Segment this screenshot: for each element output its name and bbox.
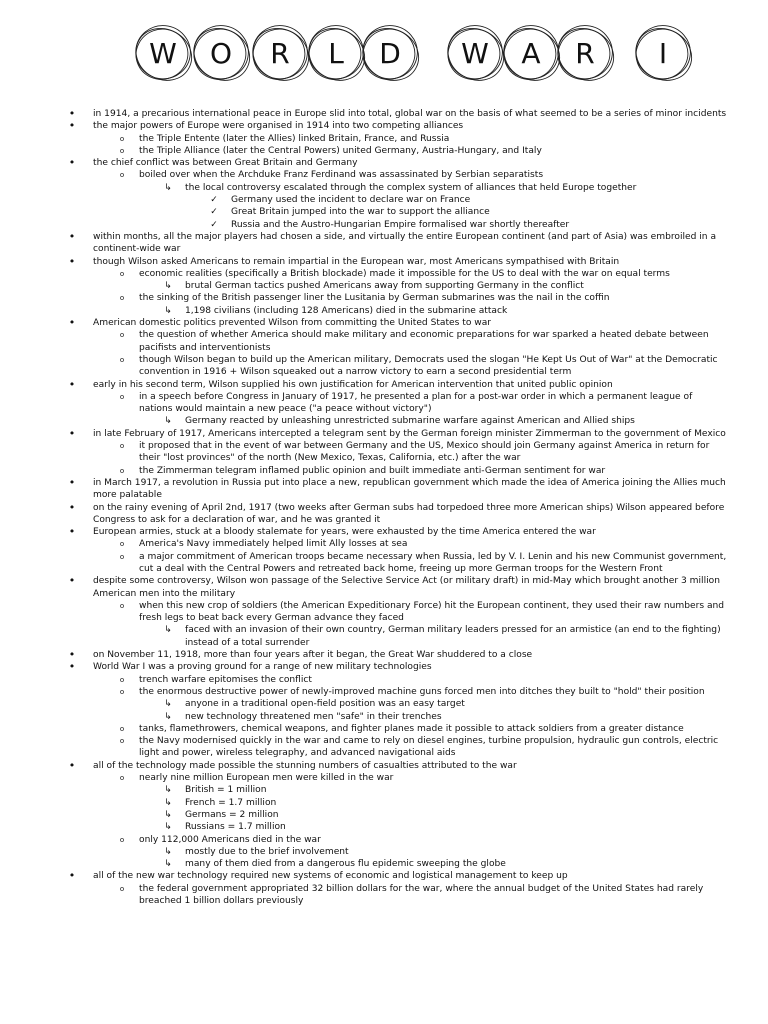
title-letter-circle (354, 20, 429, 86)
note-text: anyone in a traditional open-field position was an easy target (185, 699, 465, 710)
note-text: the local controversy escalated through the complex system of alliances that held Europe together (185, 182, 637, 193)
note-text: economic realities (specifically a British blockade) made it impossible for the US to deal with the war on equal terms (139, 268, 670, 279)
note-item-level-3 (68, 206, 728, 218)
bullet-icon: o (119, 601, 125, 610)
note-item-level-0 (68, 649, 728, 661)
note-text: French = 1.7 million (185, 797, 277, 808)
note-text: Great Britain jumped into the war to support the alliance (231, 207, 490, 218)
note-text: Germans = 2 million (185, 809, 279, 820)
title-letter-circle (627, 20, 702, 86)
note-text: brutal German tactics pushed Americans away from supporting Germany in the conflict (185, 281, 584, 292)
checkmark-icon: ✓ (210, 195, 218, 206)
notes-list (68, 108, 728, 907)
bullet-icon: • (68, 107, 76, 120)
bullet-icon: • (68, 475, 76, 489)
note-item-level-2 (68, 797, 728, 809)
title-letter-circle (127, 20, 202, 86)
title-letter: L (328, 37, 344, 70)
note-item-level-1 (68, 772, 728, 784)
note-text: Russia and the Austro-Hungarian Empire formalised war shortly thereafter (231, 219, 570, 230)
arrow-icon: ↳ (164, 846, 172, 857)
arrow-icon: ↳ (164, 822, 172, 833)
note-text: Germany used the incident to declare war on France (231, 195, 471, 206)
note-item-level-1 (68, 834, 728, 846)
bullet-icon: o (119, 134, 125, 143)
bullet-icon: o (119, 737, 125, 746)
note-text: though Wilson asked Americans to remain impartial in the European war, most Americans sympathised with Britain (93, 256, 620, 267)
arrow-icon: ↳ (164, 281, 172, 292)
bullet-icon: • (68, 869, 76, 883)
note-text: faced with an invasion of their own country, German military leaders pressed for an armistice (an end to the fighting) instead of a total surrender (185, 625, 721, 648)
note-text: Germany reacted by unleashing unrestricted submarine warfare against American and Allied ships (185, 416, 635, 427)
arrow-icon: ↳ (164, 305, 172, 316)
note-text: America's Navy immediately helped limit Ally losses at sea (139, 539, 408, 550)
bullet-icon: • (68, 574, 76, 588)
note-item-level-2 (68, 784, 728, 796)
note-item-level-1 (68, 292, 728, 304)
note-text: World War I was a proving ground for a range of new military technologies (93, 662, 432, 673)
title-letter-circle (439, 20, 514, 86)
note-text: mostly due to the brief involvement (185, 846, 349, 857)
title-letter: W (149, 37, 177, 70)
note-item-level-0 (68, 760, 728, 772)
bullet-icon: • (68, 525, 76, 539)
note-item-level-0 (68, 526, 728, 538)
note-item-level-0 (68, 120, 728, 132)
note-text: Russians = 1.7 million (185, 822, 286, 833)
title-letter: D (379, 37, 401, 70)
bullet-icon: • (68, 254, 76, 268)
bullet-icon: o (119, 146, 125, 155)
note-text: though Wilson began to build up the American military, Democrats used the slogan "He Kept Us Out of War" at the Democratic convention in 1916 + Wilson squeaked out a narrow victory to earn a second presidential term (139, 354, 718, 378)
note-item-level-1 (68, 268, 728, 280)
note-text: the major powers of Europe were organised in 1914 into two competing alliances (93, 121, 464, 132)
bullet-icon: • (68, 119, 76, 133)
note-item-level-1 (68, 391, 728, 416)
note-item-level-2 (68, 415, 728, 427)
title-letter: R (575, 37, 595, 70)
note-item-level-0 (68, 502, 728, 527)
bullet-icon: o (119, 835, 125, 844)
note-text: in a speech before Congress in January of 1917, he presented a plan for a post-war order in which a permanent league of nations would maintain a new peace ("a peace without victory") (139, 391, 693, 415)
arrow-icon: ↳ (164, 797, 172, 808)
note-item-level-2 (68, 280, 728, 292)
note-item-level-2 (68, 858, 728, 870)
arrow-icon: ↳ (164, 182, 172, 193)
bullet-icon: • (68, 648, 76, 662)
note-item-level-0 (68, 661, 728, 673)
title-letter: A (521, 37, 541, 70)
bullet-icon: o (119, 724, 125, 733)
note-item-level-0 (68, 256, 728, 268)
note-text: the Triple Alliance (later the Central Powers) united Germany, Austria-Hungary, and Italy (139, 145, 542, 156)
bullet-icon: • (68, 156, 76, 170)
note-text: trench warfare epitomises the conflict (139, 674, 312, 685)
bullet-icon: o (119, 442, 125, 451)
bullet-icon: • (68, 316, 76, 330)
note-text: in late February of 1917, Americans intercepted a telegram sent by the German foreign minister Zimmerman to the government of Mexico (93, 428, 726, 439)
note-text: many of them died from a dangerous flu epidemic sweeping the globe (185, 859, 506, 870)
note-item-level-1 (68, 551, 728, 576)
note-text: within months, all the major players had chosen a side, and virtually the entire European continent (and part of Asia) was embroiled in a continent-wide war (93, 231, 717, 255)
note-text: new technology threatened men "safe" in their trenches (185, 711, 442, 722)
title-letter: I (658, 37, 668, 70)
note-item-level-2 (68, 305, 728, 317)
note-text: British = 1 million (185, 785, 267, 796)
title-letter: R (270, 37, 290, 70)
title-letter: W (461, 37, 489, 70)
note-text: it proposed that in the event of war between Germany and the US, Mexico should join Germany against America in return for their "lost provinces" of the north (New Mexico, Texas, California, etc.) after the war (139, 441, 710, 464)
note-text: the Navy modernised quickly in the war and came to rely on diesel engines, turbine propulsion, hydraulic gun controls, electric light and power, wireless telegraphy, and advanced navigational aids (139, 736, 719, 759)
arrow-icon: ↳ (164, 625, 172, 636)
bullet-icon: • (68, 660, 76, 674)
note-item-level-1 (68, 674, 728, 686)
bullet-icon: o (119, 884, 125, 893)
note-item-level-0 (68, 428, 728, 440)
arrow-icon: ↳ (164, 416, 172, 427)
title-letter: O (209, 37, 233, 70)
note-item-level-2 (68, 182, 728, 194)
arrow-icon: ↳ (164, 711, 172, 722)
note-item-level-1 (68, 465, 728, 477)
arrow-icon: ↳ (164, 699, 172, 710)
title-letter-circle (549, 20, 624, 86)
note-text: all of the new war technology required new systems of economic and logistical management to keep up (93, 871, 568, 882)
note-text: on November 11, 1918, more than four years after it began, the Great War shuddered to a close (93, 650, 533, 661)
bullet-icon: • (68, 426, 76, 440)
note-item-level-3 (68, 194, 728, 206)
note-item-level-0 (68, 231, 728, 256)
note-item-level-2 (68, 846, 728, 858)
note-text: the enormous destructive power of newly-improved machine guns forced men into ditches they built to "hold" their position (139, 686, 705, 697)
title-letter-circle (185, 20, 260, 86)
title-letter-circle (244, 20, 319, 86)
note-text: despite some controversy, Wilson won passage of the Selective Service Act (or military draft) in mid-May which brought another 3 million American men into the military (93, 576, 720, 599)
note-item-level-1 (68, 169, 728, 181)
note-item-level-1 (68, 883, 728, 908)
bullet-icon: o (119, 355, 125, 364)
note-item-level-1 (68, 440, 728, 465)
arrow-icon: ↳ (164, 809, 172, 820)
bullet-icon: o (119, 294, 125, 303)
note-item-level-1 (68, 538, 728, 550)
note-item-level-1 (68, 686, 728, 698)
note-item-level-2 (68, 624, 728, 649)
bullet-icon: o (119, 269, 125, 278)
note-item-level-0 (68, 477, 728, 502)
arrow-icon: ↳ (164, 859, 172, 870)
note-text: when this new crop of soldiers (the American Expeditionary Force) hit the European continent, they used their raw numbers and fresh legs to beat back every German advance they faced (139, 600, 725, 624)
arrow-icon: ↳ (164, 785, 172, 796)
bullet-icon: o (119, 171, 125, 180)
note-text: the federal government appropriated 32 billion dollars for the war, where the annual budget of the United States had rarely breached 1 billion dollars previously (139, 883, 704, 906)
note-text: all of the technology made possible the stunning numbers of casualties attributed to the war (93, 760, 517, 771)
note-text: boiled over when the Archduke Franz Ferdinand was assassinated by Serbian separatists (139, 170, 544, 181)
note-item-level-0 (68, 317, 728, 329)
note-text: 1,198 civilians (including 128 Americans) died in the submarine attack (185, 305, 508, 316)
note-text: the sinking of the British passenger liner the Lusitania by German submarines was the nail in the coffin (139, 293, 610, 304)
note-item-level-0 (68, 870, 728, 882)
bullet-icon: o (119, 552, 125, 561)
bullet-icon: o (119, 466, 125, 475)
note-item-level-0 (68, 157, 728, 169)
note-item-level-0 (68, 108, 728, 120)
bullet-icon: o (119, 774, 125, 783)
note-item-level-1 (68, 735, 728, 760)
note-item-level-0 (68, 379, 728, 391)
bullet-icon: • (68, 377, 76, 391)
note-text: nearly nine million European men were killed in the war (139, 773, 394, 784)
bullet-icon: • (68, 500, 76, 514)
note-item-level-0 (68, 575, 728, 600)
note-text: European armies, stuck at a bloody stalemate for years, were exhausted by the time America entered the war (93, 527, 596, 538)
bullet-icon: o (119, 331, 125, 340)
note-text: tanks, flamethrowers, chemical weapons, and fighter planes made it possible to attack soldiers from a greater distance (139, 723, 684, 734)
note-item-level-1 (68, 600, 728, 625)
note-text: the question of whether America should make military and economic preparations for war sparked a heated debate between pacifists and interventionists (139, 330, 709, 353)
note-text: on the rainy evening of April 2nd, 1917 (two weeks after German subs had torpedoed three more American ships) Wilson appeared before Congress to ask for a declaration of war, and he was granted it (93, 502, 725, 525)
bullet-icon: o (119, 687, 125, 696)
bullet-icon: o (119, 675, 125, 684)
note-item-level-1 (68, 723, 728, 735)
note-text: the Triple Entente (later the Allies) linked Britain, France, and Russia (139, 133, 450, 144)
bullet-icon: • (68, 229, 76, 243)
note-text: early in his second term, Wilson supplied his own justification for American intervention that united public opinion (93, 379, 613, 390)
note-text: the Zimmerman telegram inflamed public opinion and built immediate anti-German sentiment for war (139, 465, 606, 476)
note-text: only 112,000 Americans died in the war (139, 834, 321, 845)
note-item-level-1 (68, 133, 728, 145)
checkmark-icon: ✓ (210, 219, 218, 230)
note-item-level-3 (68, 219, 728, 231)
bullet-icon: • (68, 758, 76, 772)
note-item-level-2 (68, 809, 728, 821)
bullet-icon: o (119, 540, 125, 549)
note-item-level-1 (68, 145, 728, 157)
checkmark-icon: ✓ (210, 207, 218, 218)
note-item-level-2 (68, 698, 728, 710)
note-text: in March 1917, a revolution in Russia put into place a new, republican government which made the idea of America joining the Allies much more palatable (93, 477, 726, 501)
title-banner (0, 20, 768, 86)
note-text: a major commitment of American troops became necessary when Russia, led by V. I. Lenin and his new Communist government, cut a deal with the Central Powers and retreated back home, freeing up more German troops for the Western Front (139, 551, 727, 574)
note-item-level-1 (68, 354, 728, 379)
note-text: the chief conflict was between Great Britain and Germany (93, 158, 358, 169)
note-text: American domestic politics prevented Wilson from committing the United States to war (93, 318, 492, 329)
note-item-level-1 (68, 329, 728, 354)
note-item-level-2 (68, 711, 728, 723)
note-item-level-2 (68, 821, 728, 833)
bullet-icon: o (119, 392, 125, 401)
note-text: in 1914, a precarious international peace in Europe slid into total, global war on the basis of what seemed to be a series of minor incidents (93, 109, 727, 119)
